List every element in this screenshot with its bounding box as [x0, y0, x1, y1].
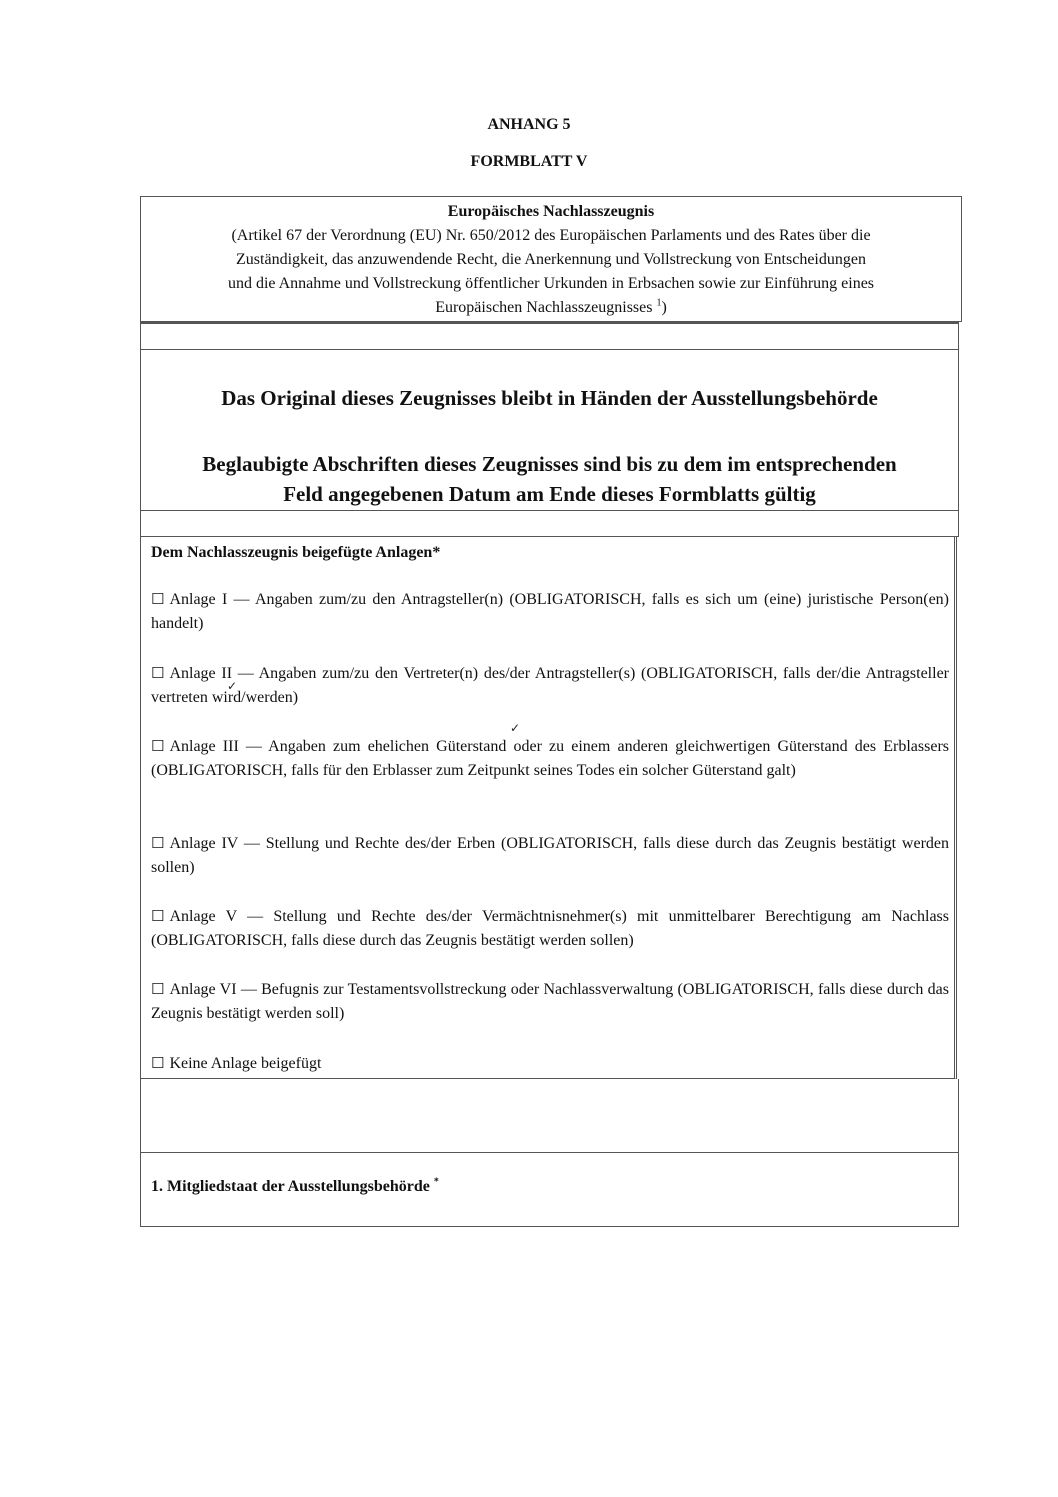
annex-item-6-text: Anlage VI — Befugnis zur Testamentsvollstreckung oder Nachlassverwaltung (OBLIGATORISCH, falls diese durch das Zeugnis bestätigt werden soll): [151, 981, 949, 1022]
required-marker: *: [433, 1176, 439, 1188]
form-heading: FORMBLATT V: [470, 153, 588, 170]
annex-heading: ANHANG 5: [487, 116, 571, 133]
checkbox-annex-2[interactable]: ☐: [151, 664, 165, 682]
annex-item-1-text: Anlage I — Angaben zum/zu den Antragsteller(n) (OBLIGATORISCH, falls es sich um (eine) juristische Person(en) handelt): [151, 591, 949, 632]
checkbox-annex-3[interactable]: ☐: [151, 737, 165, 755]
tick-mark-icon: ✓: [510, 721, 521, 735]
regulation-line-4: [141, 296, 961, 320]
annex-item-1: [151, 587, 949, 636]
annex-item-5-text: Anlage V — Stellung und Rechte des/der Vermächtnisnehmer(s) mit unmittelbarer Berechtigung am Nachlass (OBLIGATORISCH, falls diese durch das Zeugnis bestätigt werden sollen): [151, 908, 949, 949]
certificate-title: Europäisches Nachlasszeugnis: [447, 203, 655, 220]
tick-mark-icon: ✓: [227, 679, 238, 693]
footnote-marker: 1: [656, 297, 662, 309]
annex-item-2: [151, 661, 949, 710]
annexes-section: [140, 536, 957, 1079]
regulation-line-4-end: ): [661, 299, 667, 316]
checkbox-no-annex[interactable]: ☐: [151, 1054, 165, 1072]
checkbox-annex-4[interactable]: ☐: [151, 834, 165, 852]
field-member-state-label: [151, 1178, 439, 1196]
field-member-state[interactable]: [140, 1152, 959, 1227]
annex-item-5: [151, 904, 949, 953]
regulation-line-4-text: Europäischen Nachlasszeugnisses: [435, 299, 657, 316]
annex-item-none-text: Keine Anlage beigefügt: [169, 1055, 322, 1072]
empty-row-2: [140, 510, 959, 537]
annex-item-3-text: Anlage III — Angaben zum ehelichen Güterstand oder zu einem anderen gleichwertigen Güterstand des Erblassers (OBLIGATORISCH, falls für den Erblasser zum Zeitpunkt seines Todes ein solcher Güterstand galt): [151, 738, 949, 779]
certificate-header-box: [140, 196, 962, 322]
regulation-line-3: und die Annahme und Vollstreckung öffentlicher Urkunden in Erbsachen sowie zur Einführung eines: [227, 275, 875, 292]
checkbox-annex-6[interactable]: ☐: [151, 980, 165, 998]
annex-item-4-text: Anlage IV — Stellung und Rechte des/der Erben (OBLIGATORISCH, falls diese durch das Zeugnis bestätigt werden sollen): [151, 835, 949, 876]
annex-item-2-text: Anlage II — Angaben zum/zu den Vertreter(n) des/der Antragsteller(s) (OBLIGATORISCH, falls der/die Antragsteller vertreten wird/werden): [151, 665, 949, 706]
copies-validity-line-1: Beglaubigte Abschriften dieses Zeugnisses sind bis zu dem im entsprechenden: [202, 452, 897, 476]
annexes-title: Dem Nachlasszeugnis beigefügte Anlagen*: [151, 544, 441, 561]
original-notice: Das Original dieses Zeugnisses bleibt in Händen der Ausstellungsbehörde: [221, 386, 878, 410]
annex-item-3: [151, 734, 949, 783]
annex-item-4: [151, 831, 949, 880]
copies-validity-line-2: Feld angegebenen Datum am Ende dieses Formblatts gültig: [283, 482, 816, 506]
regulation-line-1: (Artikel 67 der Verordnung (EU) Nr. 650/2012 des Europäischen Parlaments und des Rates über die: [231, 227, 871, 244]
regulation-line-2: Zuständigkeit, das anzuwendende Recht, die Anerkennung und Vollstreckung von Entscheidungen: [236, 251, 866, 268]
empty-row-3: [140, 1079, 959, 1153]
original-notice-box: [140, 349, 959, 511]
copies-validity-notice: [141, 449, 958, 509]
checkbox-annex-1[interactable]: ☐: [151, 590, 165, 608]
annex-item-none: [151, 1051, 949, 1076]
field-member-state-text: 1. Mitgliedstaat der Ausstellungsbehörde: [151, 1178, 434, 1195]
empty-row-1: [140, 322, 959, 350]
annex-item-6: [151, 977, 949, 1026]
checkbox-annex-5[interactable]: ☐: [151, 907, 165, 925]
